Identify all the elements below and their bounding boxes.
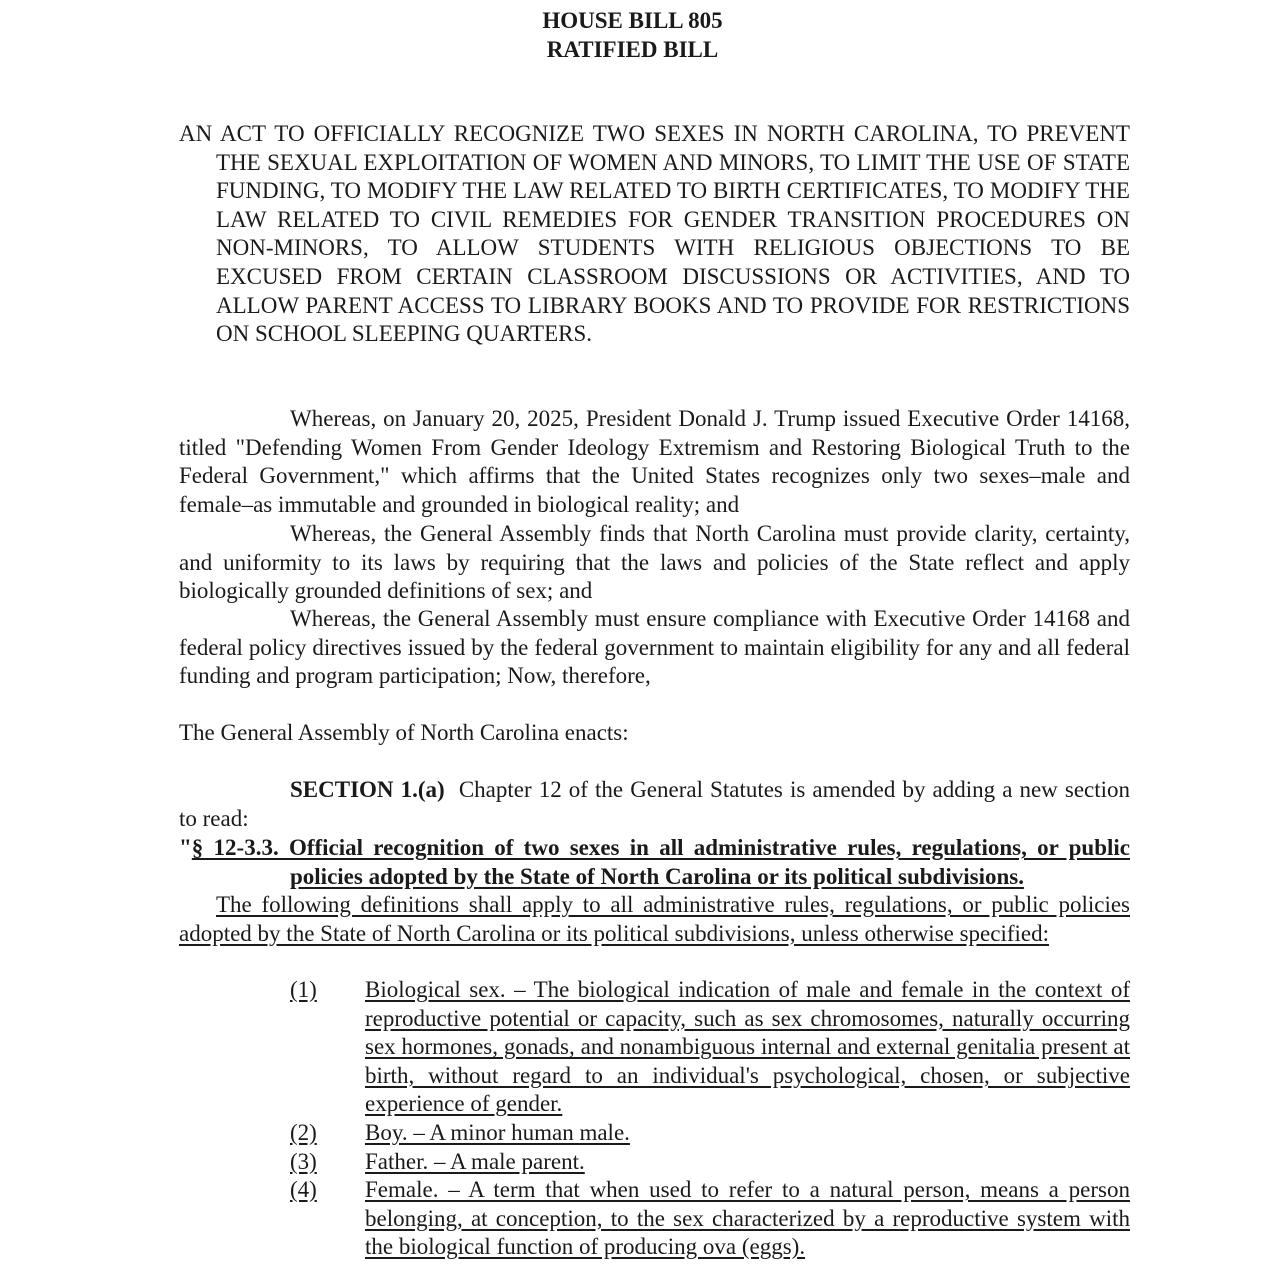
definition-text: Father. – A male parent. — [365, 1149, 585, 1174]
definition-item — [290, 1176, 1130, 1262]
definition-item — [290, 976, 1130, 1119]
definition-number: (3) — [290, 1149, 317, 1174]
whereas-clause-3: Whereas, the General Assembly must ensure compliance with Executive Order 14168 and federal policy directives issued by the federal government to maintain eligibility for any and all federal funding and program participation; Now, therefore, — [179, 606, 1130, 689]
enacting-clause: The General Assembly of North Carolina enacts: — [179, 720, 629, 745]
section-label: SECTION 1.(a) — [290, 777, 445, 802]
definitions-intro: The following definitions shall apply to all administrative rules, regulations, or public policies adopted by the State of North Carolina or its political subdivisions, unless otherwise specified: — [179, 892, 1130, 946]
bill-header — [0, 6, 1265, 64]
definition-number: (4) — [290, 1177, 317, 1202]
section-1a — [179, 776, 1130, 833]
definition-text: Boy. – A minor human male. — [365, 1120, 630, 1145]
definition-number: (1) — [290, 977, 317, 1002]
definition-text: Female. – A term that when used to refer to a natural person, means a person belonging, at conception, to the sex characterized by a reproductive system with the biological function of producing ova (eggs). — [365, 1177, 1130, 1260]
bill-status: RATIFIED BILL — [546, 37, 719, 62]
definition-item — [290, 1148, 1130, 1177]
definition-text: Biological sex. – The biological indication of male and female in the context of reproductive potential or capacity, such as sex chromosomes, naturally occurring sex hormones, gonads, and nonambiguous internal and external genitalia present at birth, without regard to an individual's psychological, chosen, or subjective experience of gender. — [365, 977, 1130, 1117]
whereas-clause-2: Whereas, the General Assembly finds that North Carolina must provide clarity, certainty, and uniformity to its laws by requiring that the laws and policies of the State reflect and apply biologically grounded definitions of sex; and — [179, 521, 1130, 604]
whereas-clause-1: Whereas, on January 20, 2025, President Donald J. Trump issued Executive Order 14168, titled "Defending Women From Gender Ideology Extremism and Restoring Biological Truth to the Federal Government," which affirms that the United States recognizes only two sexes–male and female–as immutable and grounded in biological reality; and — [179, 406, 1130, 517]
open-quote: " — [179, 835, 192, 860]
section-text: Chapter 12 of the General Statutes is amended by adding a new section to read: — [179, 777, 1131, 831]
definition-number: (2) — [290, 1120, 317, 1145]
statute-heading-text: § 12-3.3. Official recognition of two sexes in all administrative rules, regulations, or public policies adopted by the State of North Carolina or its political subdivisions. — [191, 835, 1130, 889]
act-title: AN ACT TO OFFICIALLY RECOGNIZE TWO SEXES IN NORTH CAROLINA, TO PREVENT THE SEXUAL EXPLOITATION OF WOMEN AND MINORS, TO LIMIT THE USE OF STATE FUNDING, TO MODIFY THE LAW RELATED TO BIRTH CERTIFICATES, TO MODIFY THE LAW RELATED TO CIVIL REMEDIES FOR GENDER TRANSITION PROCEDURES ON NON-MINORS, TO ALLOW STUDENTS WITH RELIGIOUS OBJECTIONS TO BE EXCUSED FROM CERTAIN CLASSROOM DISCUSSIONS OR ACTIVITIES, AND TO ALLOW PARENT ACCESS TO LIBRARY BOOKS AND TO PROVIDE FOR RESTRICTIONS ON SCHOOL SLEEPING QUARTERS. — [179, 121, 1130, 347]
definition-item — [290, 1119, 1130, 1148]
bill-number: HOUSE BILL 805 — [542, 8, 723, 33]
statute-heading — [179, 834, 1130, 891]
